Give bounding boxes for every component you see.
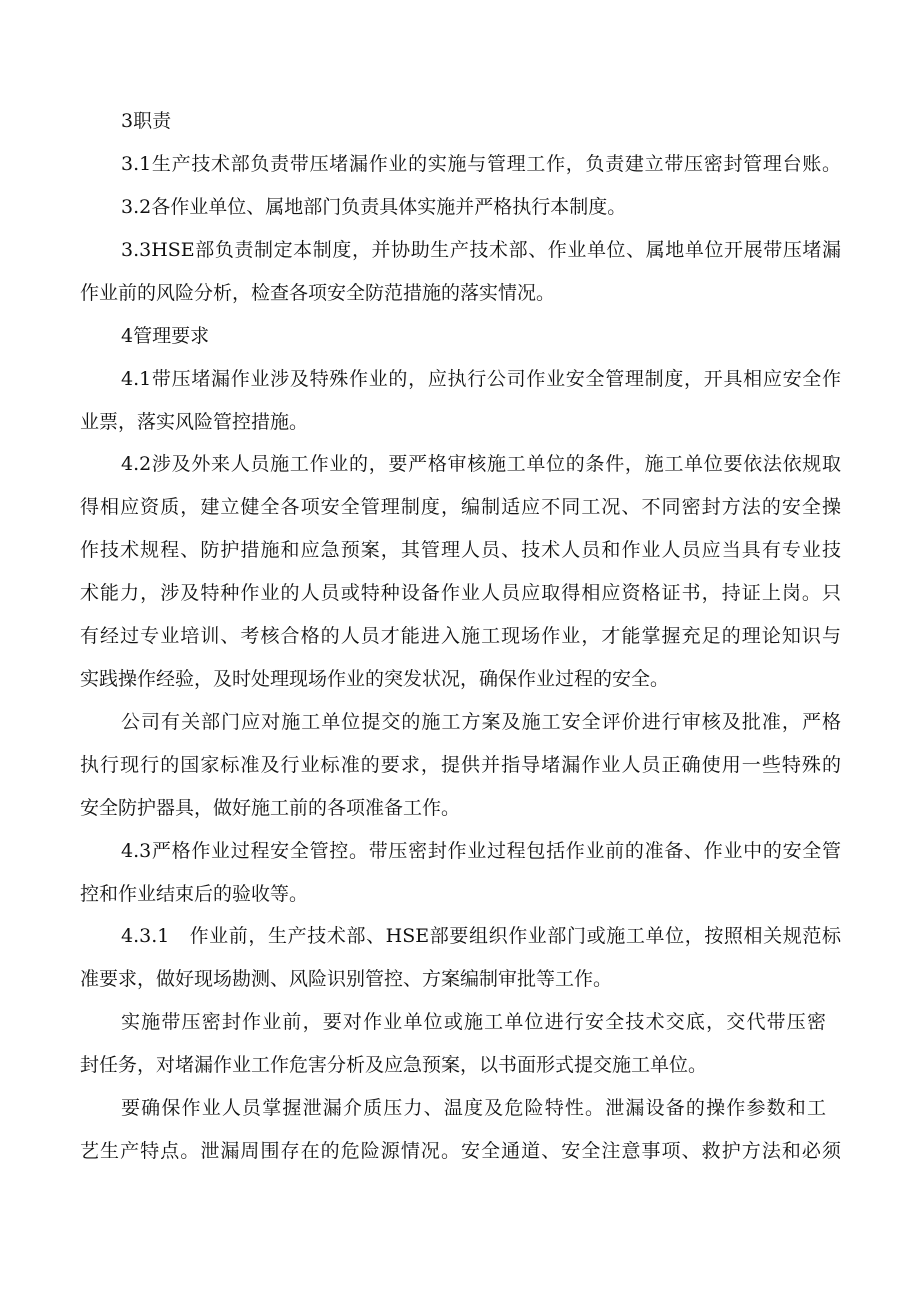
paragraph-briefing-line-2: 封任务，对堵漏作业工作危害分析及应急预案，以书面形式提交施工单位。 bbox=[80, 1054, 708, 1076]
paragraph-4-1-line-1: 4.1带压堵漏作业涉及特殊作业的，应执行公司作业安全管理制度，开具相应安全作 bbox=[121, 368, 841, 390]
paragraph-4-2-line-5: 有经过专业培训、考核合格的人员才能进入施工现场作业，才能掌握充足的理论知识与 bbox=[80, 625, 841, 647]
paragraph-dept-review-line-3: 安全防护器具，做好施工前的各项准备工作。 bbox=[80, 797, 461, 819]
paragraph-hazards-line-2: 艺生产特点。泄漏周围存在的危险源情况。安全通道、安全注意事项、救护方法和必须 bbox=[80, 1140, 841, 1162]
heading-responsibilities: 3职责 bbox=[121, 110, 172, 132]
paragraph-4-2-line-3: 作技术规程、防护措施和应急预案，其管理人员、技术人员和作业人员应当具有专业技 bbox=[80, 539, 841, 561]
paragraph-dept-review-line-2: 执行现行的国家标准及行业标准的要求，提供并指导堵漏作业人员正确使用一些特殊的 bbox=[80, 754, 841, 776]
paragraph-dept-review-line-1: 公司有关部门应对施工单位提交的施工方案及施工安全评价进行审核及批准，严格 bbox=[121, 711, 841, 733]
paragraph-4-2-line-4: 术能力，涉及特种作业的人员或特种设备作业人员应取得相应资格证书，持证上岗。只 bbox=[80, 582, 841, 604]
paragraph-4-3-line-2: 控和作业结束后的验收等。 bbox=[80, 883, 309, 905]
paragraph-4-1-line-2: 业票，落实风险管控措施。 bbox=[80, 411, 309, 433]
paragraph-4-2-line-6: 实践操作经验，及时处理现场作业的突发状况，确保作业过程的安全。 bbox=[80, 668, 670, 690]
paragraph-4-2-line-1: 4.2涉及外来人员施工作业的，要严格审核施工单位的条件，施工单位要依法依规取 bbox=[121, 453, 841, 475]
paragraph-4-3-line-1: 4.3严格作业过程安全管控。带压密封作业过程包括作业前的准备、作业中的安全管 bbox=[121, 840, 841, 862]
paragraph-3-2: 3.2各作业单位、属地部门负责具体实施并严格执行本制度。 bbox=[121, 196, 627, 218]
paragraph-3-3-line-1: 3.3HSE部负责制定本制度，并协助生产技术部、作业单位、属地单位开展带压堵漏 bbox=[121, 239, 841, 261]
paragraph-3-1: 3.1生产技术部负责带压堵漏作业的实施与管理工作，负责建立带压密封管理台账。 bbox=[121, 153, 841, 175]
paragraph-4-3-1-line-2: 准要求，做好现场勘测、风险识别管控、方案编制审批等工作。 bbox=[80, 968, 613, 990]
paragraph-hazards-line-1: 要确保作业人员掌握泄漏介质压力、温度及危险特性。泄漏设备的操作参数和工 bbox=[121, 1097, 826, 1119]
heading-management-requirements: 4管理要求 bbox=[121, 325, 210, 347]
paragraph-4-2-line-2: 得相应资质，建立健全各项安全管理制度，编制适应不同工况、不同密封方法的安全操 bbox=[80, 496, 841, 518]
paragraph-3-3-line-2: 作业前的风险分析，检查各项安全防范措施的落实情况。 bbox=[80, 282, 556, 304]
paragraph-briefing-line-1: 实施带压密封作业前，要对作业单位或施工单位进行安全技术交底，交代带压密 bbox=[121, 1011, 826, 1033]
paragraph-4-3-1-line-1: 4.3.1 作业前，生产技术部、HSE部要组织作业部门或施工单位，按照相关规范标 bbox=[121, 925, 841, 947]
